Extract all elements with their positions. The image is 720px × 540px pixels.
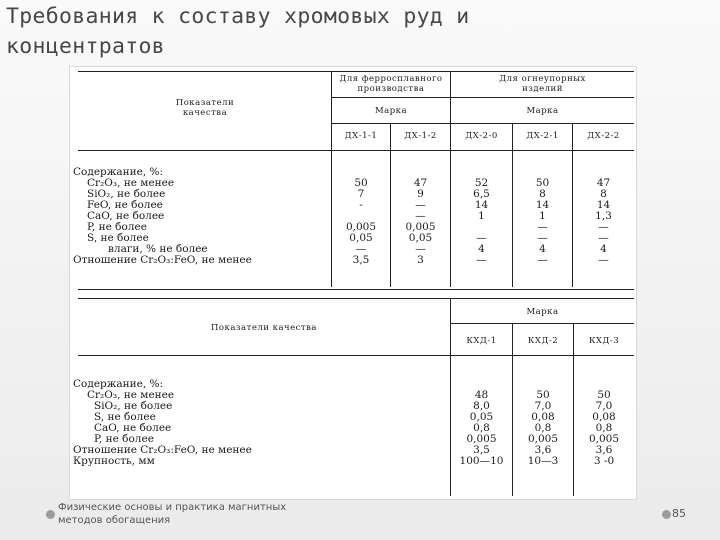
table2-cell: 0,8 <box>595 422 613 434</box>
table1-cell: — <box>415 243 426 255</box>
table1-cell: 4 <box>478 243 485 255</box>
table2-row-label: Содержание, %: <box>73 378 164 390</box>
slide-footer: Физические основы и практика магнитных методов обогащения <box>58 502 287 526</box>
table1-top-rule <box>78 71 634 72</box>
table1-grade-header: ДХ-2-2 <box>587 131 620 141</box>
table1-row-label: влаги, % не более <box>108 243 208 255</box>
scanned-table-image <box>69 66 637 500</box>
table1-row-label: FeO, не более <box>87 199 163 211</box>
table2-top-rule <box>78 298 634 299</box>
table2-cell: 3,6 <box>534 444 552 456</box>
table1-stub-header: Показатели качества <box>175 98 235 118</box>
table1-cell: — <box>598 232 609 244</box>
table1-grade-header: ДХ-1-1 <box>344 131 378 141</box>
table1-cell: 7 <box>357 188 365 200</box>
table1-cell: 47 <box>413 177 428 189</box>
table2-cell: 50 <box>597 389 611 401</box>
table2-cell: 7,0 <box>595 400 613 412</box>
table1-cell: 50 <box>354 177 368 189</box>
table2-rule <box>450 323 634 324</box>
table1-row-label: SiO₂, не более <box>87 188 166 200</box>
table1-row-label: Отношение Cr₂O₃:FeO, не менее <box>73 254 252 266</box>
table1-cell: 8 <box>600 188 607 200</box>
table2-row-label: CaO, не более <box>94 422 172 434</box>
table1-grade-header: ДХ-2-1 <box>526 131 559 141</box>
table2-cell: 3,6 <box>595 444 613 456</box>
table1-cell: — <box>598 221 609 233</box>
table2-grade-header: КХД-2 <box>527 336 559 346</box>
table1-cell: 14 <box>474 199 489 211</box>
table1-cell: 0,005 <box>345 221 377 233</box>
table1-cell: — <box>415 199 426 211</box>
table2-row-label: S, не более <box>94 411 156 423</box>
table2-grade-header: КХД-3 <box>588 336 620 346</box>
table2-row-label: Cr₂O₃, не менее <box>87 389 175 401</box>
table2-row-label: SiO₂, не более <box>94 400 173 412</box>
table1-cell: 9 <box>417 188 424 200</box>
table2-row-label: Крупность, мм <box>73 455 155 467</box>
table2-cell: 0,08 <box>531 411 555 423</box>
table1-cell: — <box>476 254 487 266</box>
table1-row-label: Содержание, %: <box>73 166 164 178</box>
table1-row-label: CaO, не более <box>87 210 165 222</box>
table2-cell: 3 -0 <box>593 455 615 467</box>
table1-cell: — <box>537 221 548 233</box>
table1-cell: 1 <box>539 210 546 222</box>
table1-cell: 14 <box>535 199 550 211</box>
table1-row-label: Cr₂O₃, не менее <box>87 177 175 189</box>
table2-cell: 50 <box>536 389 550 401</box>
table1-cell: 14 <box>596 199 611 211</box>
table1-cell: 0,05 <box>349 232 373 244</box>
table1-group-ferro: Для ферросплавного производства <box>339 74 443 94</box>
table1-marka-label: Марка <box>374 106 408 116</box>
table1-cell: 0,05 <box>408 232 433 244</box>
table1-cell: — <box>537 254 548 266</box>
table1-bottom-rule <box>78 289 634 290</box>
table2-row-label: P, не более <box>94 433 154 445</box>
table1-cell: 4 <box>539 243 546 255</box>
table1-cell: - <box>359 199 363 211</box>
table1-cell: 3,5 <box>352 254 370 266</box>
table2-cell: 0,08 <box>592 411 616 423</box>
table2-cell: 100—10 <box>459 455 504 467</box>
table1-cell: 8 <box>539 188 546 200</box>
page-number: 85 <box>672 507 686 520</box>
table1-row-label: S, не более <box>87 232 149 244</box>
table1-cell: 3 <box>417 254 424 266</box>
table1-cell: 1,3 <box>595 210 612 222</box>
table1-cell: — <box>537 232 548 244</box>
table1-marka-label: Марка <box>526 106 559 116</box>
slide-title: Требования к составу хромовых руд и концентратов <box>6 4 470 59</box>
table1-row-label: P, не более <box>87 221 147 233</box>
table2-stub-header: Показатели качества <box>211 323 317 333</box>
table2-cell: 3,5 <box>473 444 490 456</box>
table1-grade-header: ДХ-1-2 <box>404 131 437 141</box>
table1-cell: — <box>476 232 487 244</box>
table1-cell: 52 <box>474 177 489 189</box>
table1-rule <box>331 97 634 98</box>
table2-cell: 0,005 <box>466 433 497 445</box>
table1-group-refractory: Для огнеупорных изделий <box>499 74 586 94</box>
table1-cell: 1 <box>478 210 485 222</box>
footer-bullet-dot <box>46 510 55 519</box>
table1-rule <box>331 123 634 124</box>
table1-cell: — <box>598 254 609 266</box>
table2-cell: 7,0 <box>534 400 552 412</box>
table2-cell: 0,8 <box>473 422 490 434</box>
table2-cell: 10—3 <box>527 455 559 467</box>
table1-header-bottom-rule <box>78 150 634 151</box>
table1-cell: 47 <box>596 177 611 189</box>
table2-cell: 0,005 <box>588 433 620 445</box>
table2-cell: 8,0 <box>473 400 490 412</box>
table1-cell: — <box>355 243 367 255</box>
table1-cell: 0,005 <box>405 221 436 233</box>
table1-cell: 4 <box>600 243 607 255</box>
table2-marka-label: Марка <box>526 307 559 317</box>
table1-cell: 50 <box>535 177 550 189</box>
table2-grade-header: КХД-1 <box>466 336 497 346</box>
table2-cell: 0,005 <box>527 433 559 445</box>
table1-cell: 6,5 <box>473 188 490 200</box>
table1-cell: — <box>415 210 426 222</box>
table1-grade-header: ДХ-2-0 <box>465 131 498 141</box>
table2-cell: 48 <box>474 389 489 401</box>
table2-row-label: Отношение Cr₂O₃:FeO, не менее <box>73 444 252 456</box>
table2-cell: 0,8 <box>534 422 552 434</box>
page-number-dot <box>662 510 671 519</box>
table2-header-bottom-rule <box>78 355 634 356</box>
table2-cell: 0,05 <box>469 411 494 423</box>
